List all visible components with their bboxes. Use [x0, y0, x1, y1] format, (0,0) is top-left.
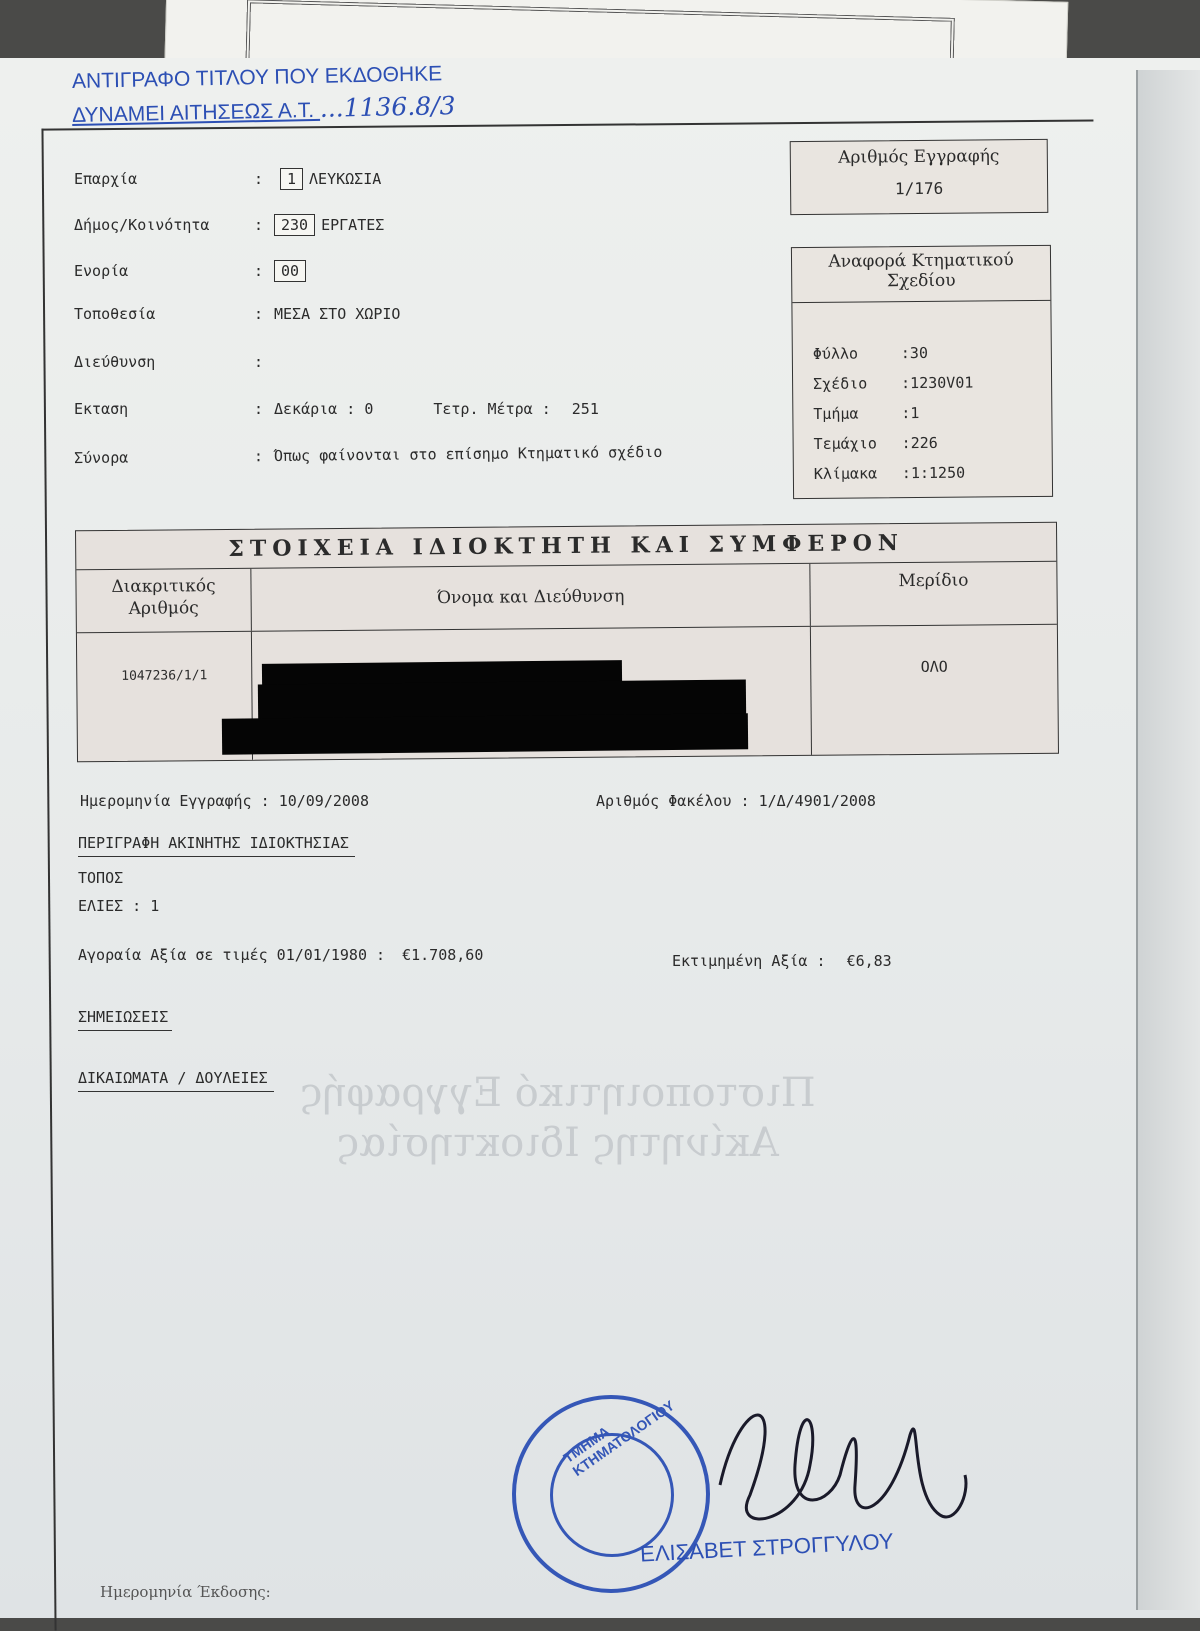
registration-number-title: Αριθμός Εγγραφής — [838, 146, 1000, 168]
property-type: ΤΟΠΟΣ — [78, 869, 124, 887]
col-header-name: Όνομα και Διεύθυνση — [251, 564, 811, 631]
owner-id: 1047236/1/1 — [77, 632, 253, 762]
issue-date-label: Ημερομηνία Έκδοσης: — [100, 1583, 271, 1601]
map-row-scale: Κλίμακα :1:1250 — [814, 457, 1052, 489]
owner-table-title: ΣΤΟΙΧΕΙΑ ΙΔΙΟΚΤΗΤΗ ΚΑΙ ΣΥΜΦΕΡΟΝ — [76, 523, 1056, 571]
rights-heading-text: ΔΙΚΑΙΩΜΑΤΑ / ΔΟΥΛΕΙΕΣ — [78, 1069, 274, 1092]
metra-label: Τετρ. Μέτρα — [433, 400, 533, 418]
market-value-field: Αγοραία Αξία σε τιμές 01/01/1980 : €1.708,60 — [78, 946, 484, 964]
signer-name: ΕΛΙΣΑΒΕΤ ΣΤΡΟΓΓΥΛΟΥ — [639, 1528, 895, 1567]
watermark — [300, 1068, 816, 1168]
map-reference-title: Αναφορά Κτηματικού Σχεδίου — [828, 250, 1014, 292]
registration-number-box — [790, 139, 1049, 215]
file-number-value: 1/Δ/4901/2008 — [758, 792, 876, 810]
map-reference-box — [791, 245, 1053, 499]
copy-stamp-line1: ΑΝΤΙΓΡΑΦΟ ΤΙΤΛΟΥ ΠΟΥ ΕΚΔΟΘΗΚΕ — [71, 62, 443, 94]
file-number-label: Αριθμός Φακέλου — [596, 792, 732, 810]
dimos-value: ΕΡΓΑΤΕΣ — [321, 216, 385, 234]
address-field: Διεύθυνση : — [74, 353, 264, 371]
enoria-label: Ενορία — [74, 262, 129, 280]
plan-label: Σχέδιο — [813, 374, 868, 393]
signature — [680, 1375, 980, 1545]
section-label: Τμήμα — [813, 404, 859, 423]
estimated-value-label: Εκτιμημένη Αξία — [672, 952, 808, 970]
notes-heading — [78, 1008, 172, 1031]
olive-trees-label: ΕΛΙΕΣ — [78, 897, 124, 915]
olive-trees-value: 1 — [150, 897, 160, 915]
notes-heading-text: ΣΗΜΕΙΩΣΕΙΣ — [78, 1008, 172, 1031]
registration-date-label: Ημερομηνία Εγγραφής — [80, 792, 252, 810]
application-label: ΔΥΝΑΜΕΙ ΑΙΤΗΣΕΩΣ Α.Τ. — [71, 98, 321, 128]
area-label: Εκταση — [74, 400, 129, 418]
boundaries-field: Σύνορα : Όπως φαίνονται στο επίσημο Κτηματικό σχέδιο — [73, 442, 663, 468]
eparchia-label: Επαρχία — [74, 170, 138, 188]
estimated-value-field: Εκτιμημένη Αξία : €6,83 — [672, 952, 892, 970]
dimos-code: 230 — [274, 214, 315, 236]
address-label: Διεύθυνση — [74, 353, 156, 371]
dekaria-label: Δεκάρια — [274, 400, 338, 418]
section-value: 1 — [910, 404, 920, 423]
seal-inner-ring — [550, 1433, 674, 1557]
estimated-value-value: €6,83 — [846, 952, 892, 970]
plan-value: 1230V01 — [910, 373, 974, 393]
registration-date-field: Ημερομηνία Εγγραφής : 10/09/2008 — [80, 792, 369, 810]
eparchia-field: Επαρχία : 1 ΛΕΥΚΩΣΙΑ — [74, 170, 382, 188]
area-field: Εκταση : Δεκάρια : 0 Τετρ. Μέτρα : 251 — [74, 400, 599, 418]
metra-value: 251 — [571, 400, 599, 418]
registration-number-value: 1/176 — [894, 178, 944, 199]
market-value-value: €1.708,60 — [402, 946, 484, 964]
boundaries-value: Όπως φαίνονται στο επίσημο Κτηματικό σχέδιο — [273, 442, 663, 465]
watermark-line2: Ακίνητης Ιδιοκτησίας — [336, 1120, 779, 1166]
enoria-code: 00 — [274, 260, 306, 282]
sheet-label: Φύλλο — [812, 344, 859, 363]
seal-text: ΤΜΗΜΑ ΚΤΗΜΑΤΟΛΟΓΙΟΥ — [560, 1397, 678, 1480]
description-heading-text: ΠΕΡΙΓΡΑΦΗ ΑΚΙΝΗΤΗΣ ΙΔΙΟΚΤΗΣΙΑΣ — [78, 834, 355, 857]
col-header-id: Διακριτικός Αριθμός — [76, 569, 252, 633]
col-header-share: Μερίδιο — [898, 570, 969, 592]
map-row-plan: Σχέδιο :1230V01 — [813, 367, 1051, 399]
application-number: ...1136.8/3 — [319, 90, 456, 123]
dimos-label: Δήμος/Κοινότητα — [74, 216, 210, 234]
enoria-field: Ενορία : 00 — [74, 260, 312, 282]
boundaries-label: Σύνορα — [73, 448, 129, 468]
owner-share: ΟΛΟ — [920, 657, 948, 676]
eparchia-value: ΛΕΥΚΩΣΙΑ — [309, 170, 382, 188]
dimos-field: Δήμος/Κοινότητα : 230 ΕΡΓΑΤΕΣ — [74, 216, 385, 234]
topothesia-field: Τοποθεσία : ΜΕΣΑ ΣΤΟ ΧΩΡΙΟ — [74, 305, 401, 323]
sheet-value: 30 — [909, 343, 929, 363]
map-row-plot: Τεμάχιο :226 — [813, 427, 1051, 459]
plot-value: 226 — [910, 433, 938, 453]
olive-trees-field: ΕΛΙΕΣ : 1 — [78, 897, 160, 915]
rights-heading — [78, 1069, 274, 1092]
topothesia-value: ΜΕΣΑ ΣΤΟ ΧΩΡΙΟ — [274, 305, 401, 323]
dekaria-value: 0 — [364, 400, 374, 418]
description-heading — [78, 834, 355, 857]
scale-label: Κλίμακα — [813, 464, 878, 483]
copy-stamp — [72, 62, 456, 128]
topothesia-label: Τοποθεσία — [74, 305, 156, 323]
owner-table-header-row — [76, 562, 1057, 634]
file-number-field: Αριθμός Φακέλου : 1/Δ/4901/2008 — [596, 792, 876, 810]
map-row-sheet: Φύλλο :30 — [813, 337, 1051, 369]
page-edge — [1136, 70, 1200, 1610]
scale-value: 1:1250 — [910, 463, 966, 483]
market-value-label: Αγοραία Αξία σε τιμές 01/01/1980 — [78, 946, 367, 964]
redaction-bar — [222, 713, 748, 755]
watermark-line1: Πιστοποιητικό Εγγραφής — [300, 1070, 816, 1116]
plot-label: Τεμάχιο — [813, 434, 877, 453]
map-reference-rows — [792, 301, 1052, 489]
registration-date-value: 10/09/2008 — [278, 792, 369, 810]
map-row-section: Τμήμα :1 — [813, 397, 1051, 429]
eparchia-code: 1 — [280, 168, 303, 190]
